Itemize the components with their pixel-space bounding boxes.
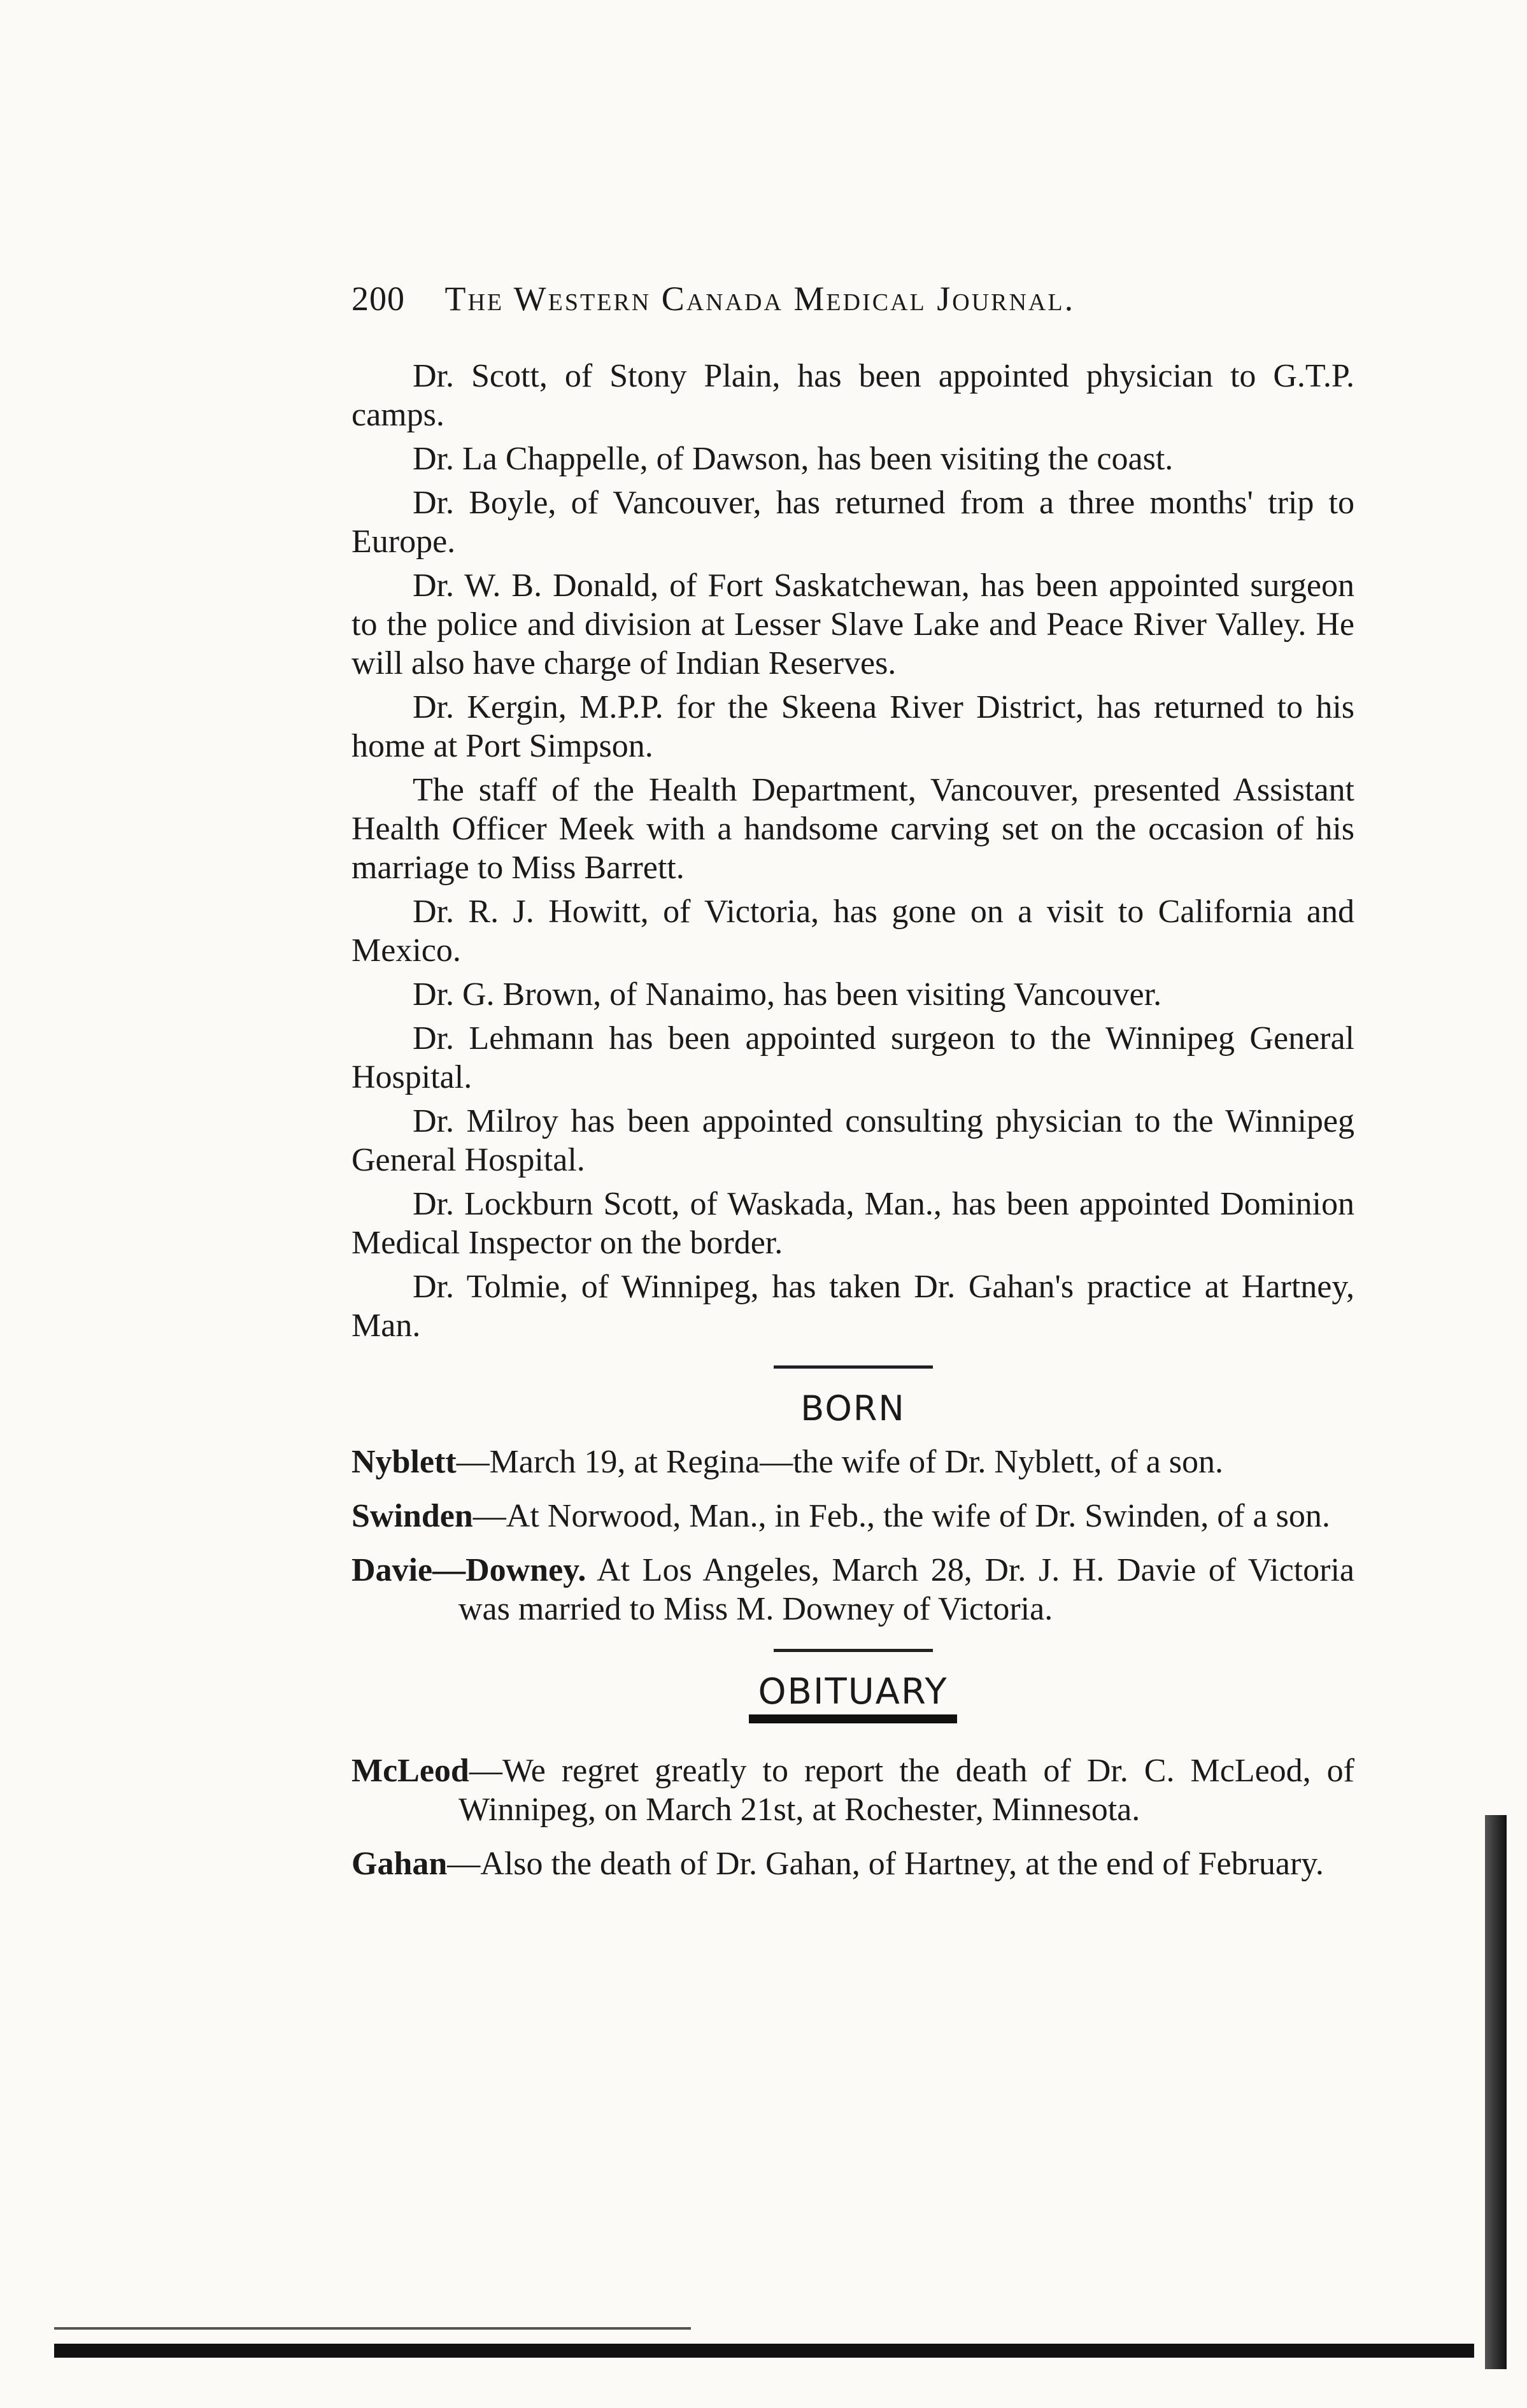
news-item: The staff of the Health Department, Vancouver, presented Assistant Health Officer Meek with a handsome carving set on the occasion of his marriage to Miss Barrett. — [352, 772, 1354, 886]
scan-bottom-edge — [54, 2344, 1474, 2358]
scan-edge-line — [54, 2327, 691, 2330]
news-item: Dr. Milroy has been appointed consulting physician to the Winnipeg General Hospital. — [352, 1103, 1354, 1178]
entry-name: Nyblett — [352, 1444, 457, 1480]
news-item: Dr. Tolmie, of Winnipeg, has taken Dr. Gahan's practice at Hartney, Man. — [352, 1269, 1354, 1344]
entry-text: —We regret greatly to report the death of Dr. C. McLeod, of Winnipeg, on March 21st, at Rochester, Minnesota. — [458, 1753, 1354, 1828]
born-entry — [352, 1443, 1354, 1481]
entry-text: —At Norwood, Man., in Feb., the wife of Dr. Swinden, of a son. — [472, 1498, 1330, 1534]
entry-text: At Los Angeles, March 28, Dr. J. H. Davie of Victoria was married to Miss M. Downey of Victoria. — [458, 1552, 1354, 1627]
entry-text: —Also the death of Dr. Gahan, of Hartney, at the end of February. — [447, 1846, 1324, 1882]
entry-name: Davie—Downey. — [352, 1552, 586, 1588]
news-item: Dr. Kergin, M.P.P. for the Skeena River District, has returned to his home at Port Simpson. — [352, 689, 1354, 764]
news-item: Dr. Lehmann has been appointed surgeon to the Winnipeg General Hospital. — [352, 1020, 1354, 1095]
obituary-entry — [352, 1844, 1354, 1883]
obituary-entry — [352, 1751, 1354, 1829]
entry-name: Gahan — [352, 1846, 448, 1882]
born-heading: BORN — [800, 1388, 906, 1428]
news-item: Dr. Boyle, of Vancouver, has returned from a three months' trip to Europe. — [352, 485, 1354, 560]
news-item: Dr. Lockburn Scott, of Waskada, Man., has been appointed Dominion Medical Inspector on the border. — [352, 1186, 1354, 1261]
born-entry — [352, 1551, 1354, 1628]
journal-title: The Western Canada Medical Journal. — [444, 280, 1076, 318]
page-body — [352, 357, 1354, 1899]
entry-name: Swinden — [352, 1498, 473, 1534]
running-header — [352, 279, 1358, 318]
news-item: Dr. La Chappelle, of Dawson, has been visiting the coast. — [413, 441, 1174, 477]
news-item: Dr. Scott, of Stony Plain, has been appointed physician to G.T.P. camps. — [352, 358, 1354, 433]
news-item: Dr. R. J. Howitt, of Victoria, has gone on a visit to California and Mexico. — [352, 894, 1354, 969]
page-number: 200 — [352, 280, 405, 318]
obituary-heading: OBITUARY — [749, 1670, 956, 1723]
section-divider — [774, 1365, 933, 1369]
section-divider — [774, 1649, 933, 1652]
news-item: Dr. G. Brown, of Nanaimo, has been visiting Vancouver. — [413, 976, 1162, 1013]
entry-text: —March 19, at Regina—the wife of Dr. Nyblett, of a son. — [456, 1444, 1224, 1480]
page-binding-edge — [1485, 1815, 1507, 2369]
born-entry — [352, 1497, 1354, 1535]
entry-name: McLeod — [352, 1753, 469, 1789]
news-section — [352, 357, 1354, 1345]
news-item: Dr. W. B. Donald, of Fort Saskatchewan, has been appointed surgeon to the police and division at Lesser Slave Lake and Peace River Valley. He will also have charge of Indian Reserves. — [352, 567, 1354, 681]
obituary-heading-wrap — [352, 1670, 1354, 1723]
